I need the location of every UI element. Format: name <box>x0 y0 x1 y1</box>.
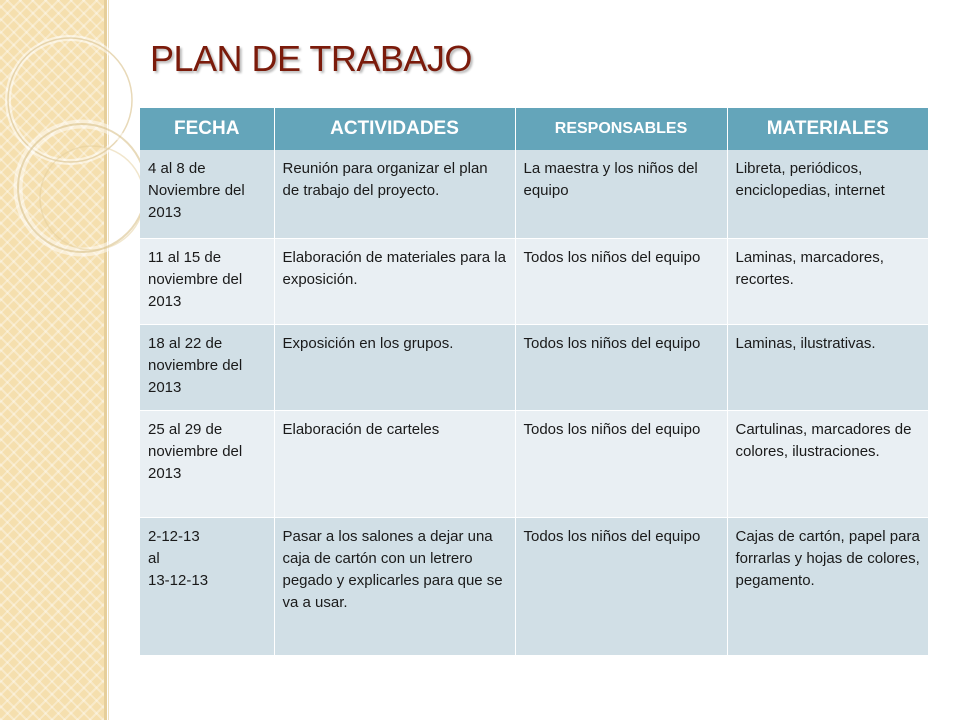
cell-responsables: La maestra y los niños del equipo <box>515 150 727 238</box>
cell-actividades: Elaboración de carteles <box>274 410 515 517</box>
header-actividades: ACTIVIDADES <box>274 108 515 150</box>
table-row <box>140 238 928 324</box>
cell-actividades: Reunión para organizar el plan de trabajo del proyecto. <box>274 150 515 238</box>
table-header-row <box>140 108 928 150</box>
cell-fecha: 2-12-13 al 13-12-13 <box>140 517 274 655</box>
cell-actividades: Elaboración de materiales para la exposición. <box>274 238 515 324</box>
cell-responsables: Todos los niños del equipo <box>515 410 727 517</box>
cell-responsables: Todos los niños del equipo <box>515 238 727 324</box>
header-fecha: FECHA <box>140 108 274 150</box>
cell-materiales: Laminas, marcadores, recortes. <box>727 238 928 324</box>
cell-responsables: Todos los niños del equipo <box>515 517 727 655</box>
cell-materiales: Libreta, periódicos, enciclopedias, internet <box>727 150 928 238</box>
cell-responsables: Todos los niños del equipo <box>515 324 727 410</box>
cell-materiales: Cartulinas, marcadores de colores, ilustraciones. <box>727 410 928 517</box>
table-row <box>140 150 928 238</box>
table-row <box>140 410 928 517</box>
cell-actividades: Pasar a los salones a dejar una caja de cartón con un letrero pegado y explicarles para que se va a usar. <box>274 517 515 655</box>
cell-materiales: Cajas de cartón, papel para forrarlas y hojas de colores, pegamento. <box>727 517 928 655</box>
header-materiales: MATERIALES <box>727 108 928 150</box>
page-title: PLAN DE TRABAJO <box>150 38 472 79</box>
table-row <box>140 517 928 655</box>
table-row <box>140 324 928 410</box>
cell-fecha: 18 al 22 de noviembre del 2013 <box>140 324 274 410</box>
cell-fecha: 25 al 29 de noviembre del 2013 <box>140 410 274 517</box>
cell-actividades: Exposición en los grupos. <box>274 324 515 410</box>
cell-materiales: Laminas, ilustrativas. <box>727 324 928 410</box>
cell-fecha: 4 al 8 de Noviembre del 2013 <box>140 150 274 238</box>
work-plan-table <box>140 108 928 656</box>
header-responsables: RESPONSABLES <box>515 108 727 150</box>
cell-fecha: 11 al 15 de noviembre del 2013 <box>140 238 274 324</box>
